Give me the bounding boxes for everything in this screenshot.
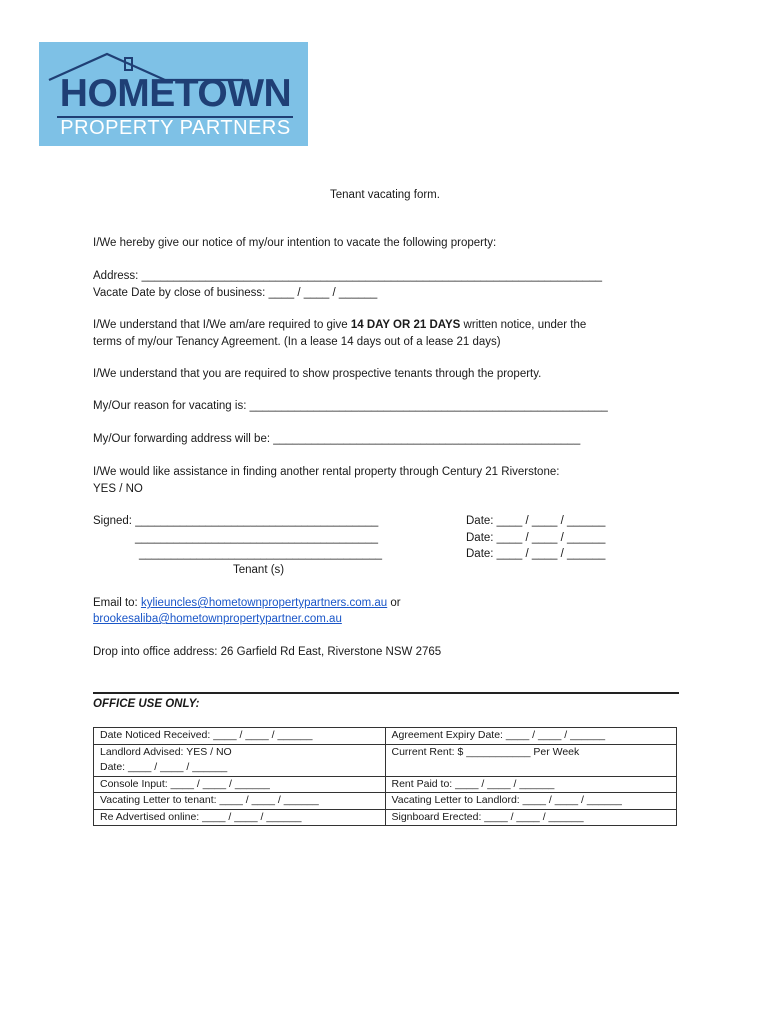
table-cell (94, 809, 386, 826)
assistance-yes-no[interactable]: YES / NO (93, 483, 143, 495)
form-title: Tenant vacating form. (330, 189, 440, 201)
address-field[interactable]: Address: ________________________________________________________________________ (93, 270, 603, 282)
logo-wordmark: HOMETOWN (59, 72, 292, 115)
forwarding-address-field[interactable]: My/Our forwarding address will be: ________________________________________________ (93, 433, 581, 445)
reason-field[interactable]: My/Our reason for vacating is: ________________________________________________________ (93, 400, 608, 412)
signature-date-2[interactable]: Date: ____ / ____ / ______ (466, 532, 606, 544)
email-label: Email to: (93, 597, 141, 609)
email-or: or (387, 597, 401, 609)
inspection-text: I/We understand that you are required to show prospective tenants through the property. (93, 368, 542, 380)
date-noticed-field[interactable]: Date Noticed Received: ____ / ____ / ______ (100, 729, 313, 741)
vacate-date-field[interactable]: Vacate Date by close of business: ____ / ____ / ______ (93, 287, 378, 299)
office-divider (93, 692, 679, 694)
assistance-question: I/We would like assistance in finding another rental property through Century 21 Riverstone: (93, 466, 560, 478)
email-line (93, 595, 401, 611)
current-rent-field[interactable]: Current Rent: $ ___________ Per Week (391, 745, 580, 758)
table-cell (385, 809, 677, 826)
signature-line-2[interactable]: ______________________________________ (135, 532, 379, 544)
vacating-letter-landlord-field[interactable]: Vacating Letter to Landlord: ____ / ____ / ______ (391, 794, 622, 806)
tenant-label: Tenant (s) (233, 564, 285, 576)
notice-period: 14 DAY OR 21 DAYS (350, 319, 461, 331)
table-cell (385, 728, 677, 745)
notice-text-line2: terms of my/our Tenancy Agreement. (In a lease 14 days out of a lease 21 days) (93, 336, 501, 348)
email-link-brooke[interactable]: brookesaliba@hometownpropertypartner.com.au (93, 613, 342, 625)
re-advertised-field[interactable]: Re Advertised online: ____ / ____ / ______ (100, 810, 302, 823)
landlord-advised-date-field[interactable]: Date: ____ / ____ / ______ (100, 761, 228, 773)
office-use-table (93, 727, 677, 826)
signature-line-1[interactable]: Signed: ______________________________________ (93, 515, 379, 527)
vacating-letter-tenant-field[interactable]: Vacating Letter to tenant: ____ / ____ / ______ (100, 794, 319, 806)
console-input-field[interactable]: Console Input: ____ / ____ / ______ (100, 777, 270, 790)
signature-date-3[interactable]: Date: ____ / ____ / ______ (466, 548, 606, 560)
landlord-advised-field[interactable]: Landlord Advised: YES / NO (100, 745, 232, 758)
table-cell (94, 744, 386, 776)
table-row (94, 744, 677, 776)
signboard-field[interactable]: Signboard Erected: ____ / ____ / ______ (391, 810, 584, 823)
company-logo (39, 42, 308, 146)
table-row (94, 776, 677, 793)
signature-date-1[interactable]: Date: ____ / ____ / ______ (466, 515, 606, 527)
office-use-heading: OFFICE USE ONLY: (93, 698, 200, 710)
table-cell (94, 793, 386, 810)
table-cell (385, 744, 677, 776)
table-cell (94, 728, 386, 745)
table-row (94, 728, 677, 745)
email-line-2 (93, 611, 342, 627)
notice-text-part2: written notice, under the (460, 319, 587, 331)
logo-tagline: PROPERTY PARTNERS (60, 117, 291, 139)
notice-text-part1: I/We understand that I/We am/are required to give (93, 319, 351, 331)
table-cell (94, 776, 386, 793)
table-row (94, 793, 677, 810)
table-cell (385, 776, 677, 793)
signature-line-3[interactable]: ______________________________________ (139, 548, 383, 560)
rent-paid-field[interactable]: Rent Paid to: ____ / ____ / ______ (391, 777, 555, 790)
intro-text: I/We hereby give our notice of my/our intention to vacate the following property: (93, 237, 497, 249)
agreement-expiry-field[interactable]: Agreement Expiry Date: ____ / ____ / ______ (391, 729, 606, 741)
table-cell (385, 793, 677, 810)
email-link-kylie[interactable]: kylieuncles@hometownpropertypartners.com.au (140, 597, 388, 609)
table-row (94, 809, 677, 826)
notice-text (93, 317, 586, 333)
dropoff-address: Drop into office address: 26 Garfield Rd East, Riverstone NSW 2765 (93, 646, 442, 658)
